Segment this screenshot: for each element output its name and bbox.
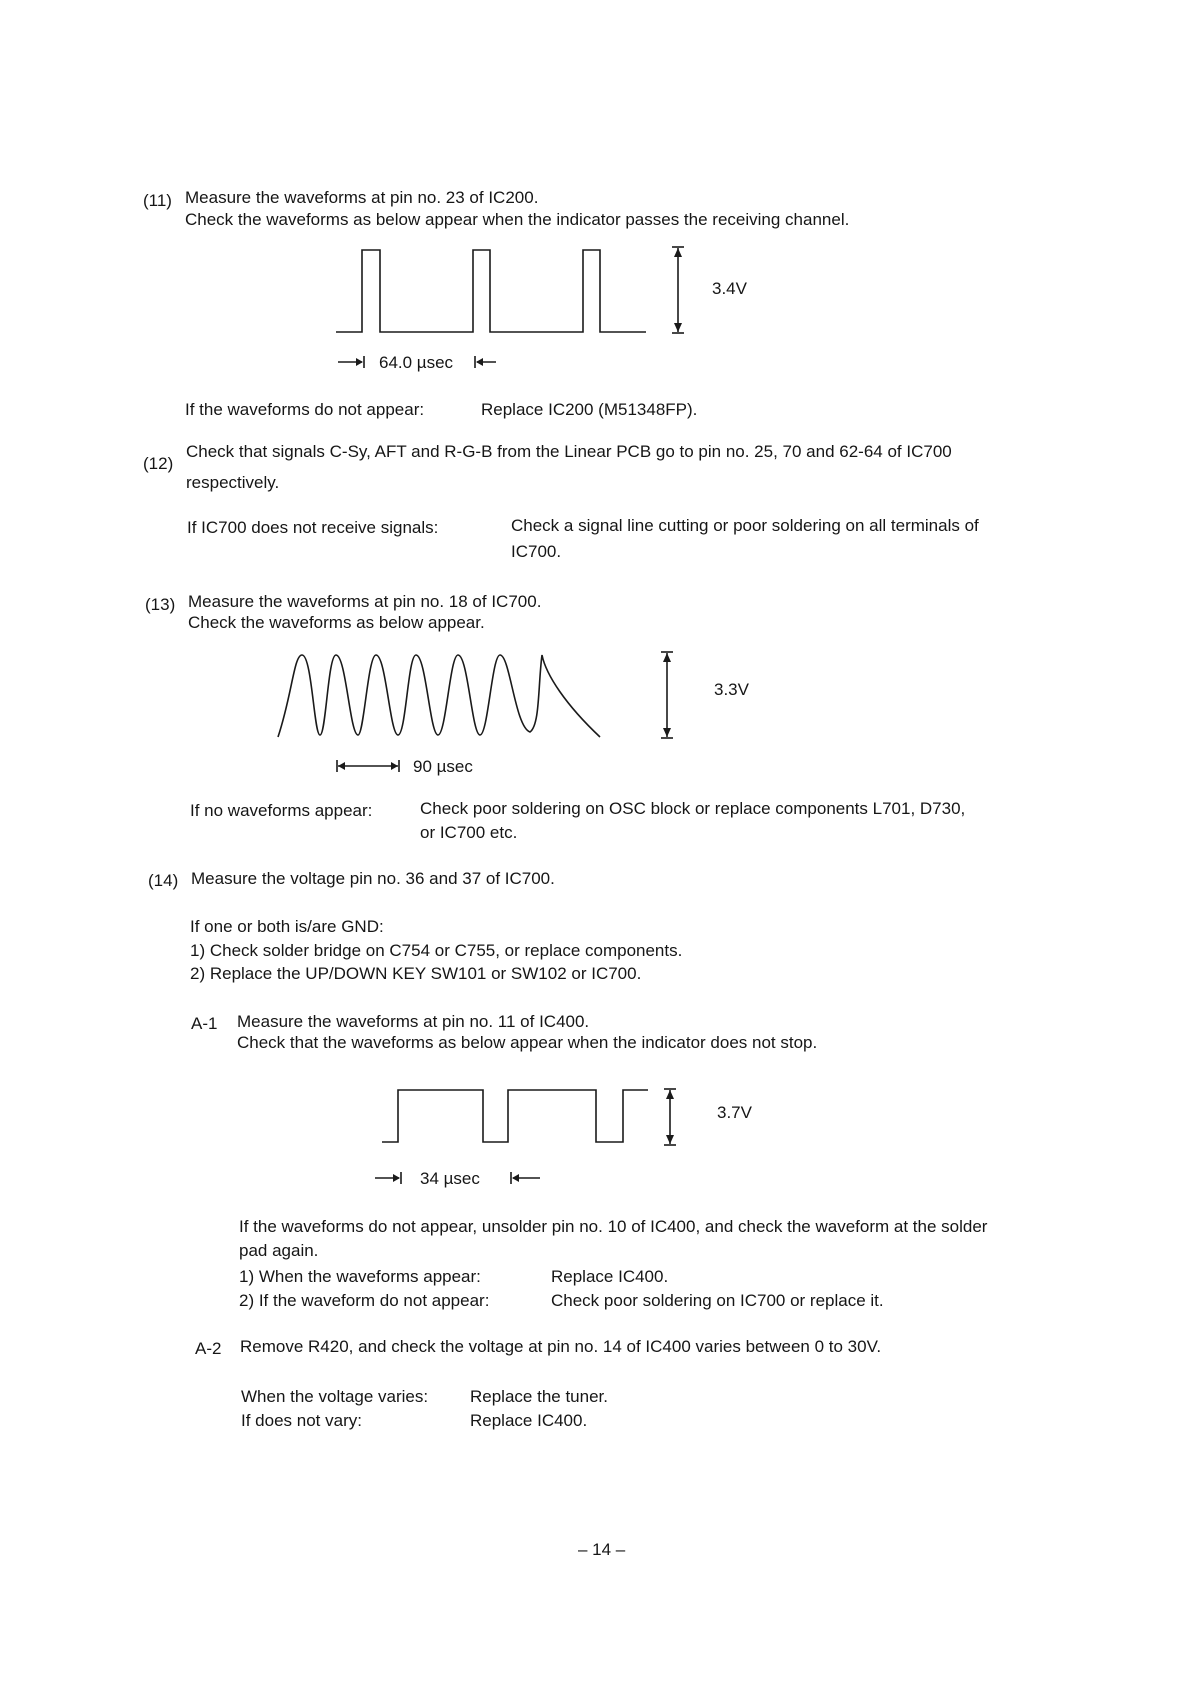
substep-a2-number: A-2 [195,1339,222,1358]
substep-a2-line-1: Remove R420, and check the voltage at pin no. 14 of IC400 varies between 0 to 30V. [240,1337,882,1356]
square-waveform-trace [382,1090,648,1142]
step-11-if-label: If the waveforms do not appear: [185,400,425,419]
step-12-line-2: respectively. [186,473,280,492]
substep-a2-result-2-label: If does not vary: [241,1411,362,1430]
substep-a1-number: A-1 [191,1014,218,1033]
substep-a2-result-2-action: Replace IC400. [470,1411,588,1430]
substep-a1-item-1-label: 1) When the waveforms appear: [239,1267,481,1286]
step-number-12: (12) [143,454,174,473]
page-number: – 14 – [578,1540,626,1559]
period-label-11: 64.0 µsec [379,353,454,372]
step-14-item-2: 2) Replace the UP/DOWN KEY SW101 or SW102 or IC700. [190,964,642,983]
step-14-item-1: 1) Check solder bridge on C754 or C755, or replace components. [190,941,683,960]
oscillator-waveform-trace [278,655,600,737]
step-12-if-action-2: IC700. [511,542,562,561]
step-12-line-1: Check that signals C-Sy, AFT and R-G-B from the Linear PCB go to pin no. 25, 70 and 62-64 of IC700 [186,442,952,461]
amplitude-label-13: 3.3V [714,680,749,699]
step-11-if-action: Replace IC200 (M51348FP). [481,400,698,419]
step-number-13: (13) [145,595,176,614]
step-number-14: (14) [148,871,179,890]
step-13-if-action-1: Check poor soldering on OSC block or replace components L701, D730, [420,799,966,818]
oscillator-waveform-diagram [270,645,710,775]
amplitude-label-a1: 3.7V [717,1103,752,1122]
step-13-line-2: Check the waveforms as below appear. [188,613,485,632]
substep-a1-item-1-action: Replace IC400. [551,1267,669,1286]
substep-a1-note-2: pad again. [239,1241,319,1260]
step-13-line-1: Measure the waveforms at pin no. 18 of IC700. [188,592,542,611]
step-12-if-action-1: Check a signal line cutting or poor soldering on all terminals of [511,516,979,535]
substep-a2-result-1-action: Replace the tuner. [470,1387,608,1406]
substep-a1-item-2-label: 2) If the waveform do not appear: [239,1291,490,1310]
amplitude-label-11: 3.4V [712,279,747,298]
step-13-if-action-2: or IC700 etc. [420,823,518,842]
step-13-if-label: If no waveforms appear: [190,801,373,820]
pulse-waveform-trace [336,250,646,332]
step-12-if-label: If IC700 does not receive signals: [187,518,439,537]
step-number-11: (11) [143,191,172,210]
substep-a1-line-1: Measure the waveforms at pin no. 11 of IC400. [237,1012,590,1031]
substep-a1-note-1: If the waveforms do not appear, unsolder pin no. 10 of IC400, and check the waveform at the solder [239,1217,988,1236]
substep-a1-item-2-action: Check poor soldering on IC700 or replace it. [551,1291,884,1310]
step-14-condition: If one or both is/are GND: [190,917,384,936]
substep-a1-line-2: Check that the waveforms as below appear when the indicator does not stop. [237,1033,818,1052]
period-label-13: 90 µsec [413,757,473,776]
step-11-line-1: Measure the waveforms at pin no. 23 of IC200. [185,188,539,207]
step-14-line-1: Measure the voltage pin no. 36 and 37 of IC700. [191,869,555,888]
step-11-line-2: Check the waveforms as below appear when the indicator passes the receiving channel. [185,210,850,229]
substep-a2-result-1-label: When the voltage varies: [241,1387,429,1406]
period-label-a1: 34 µsec [420,1169,480,1188]
